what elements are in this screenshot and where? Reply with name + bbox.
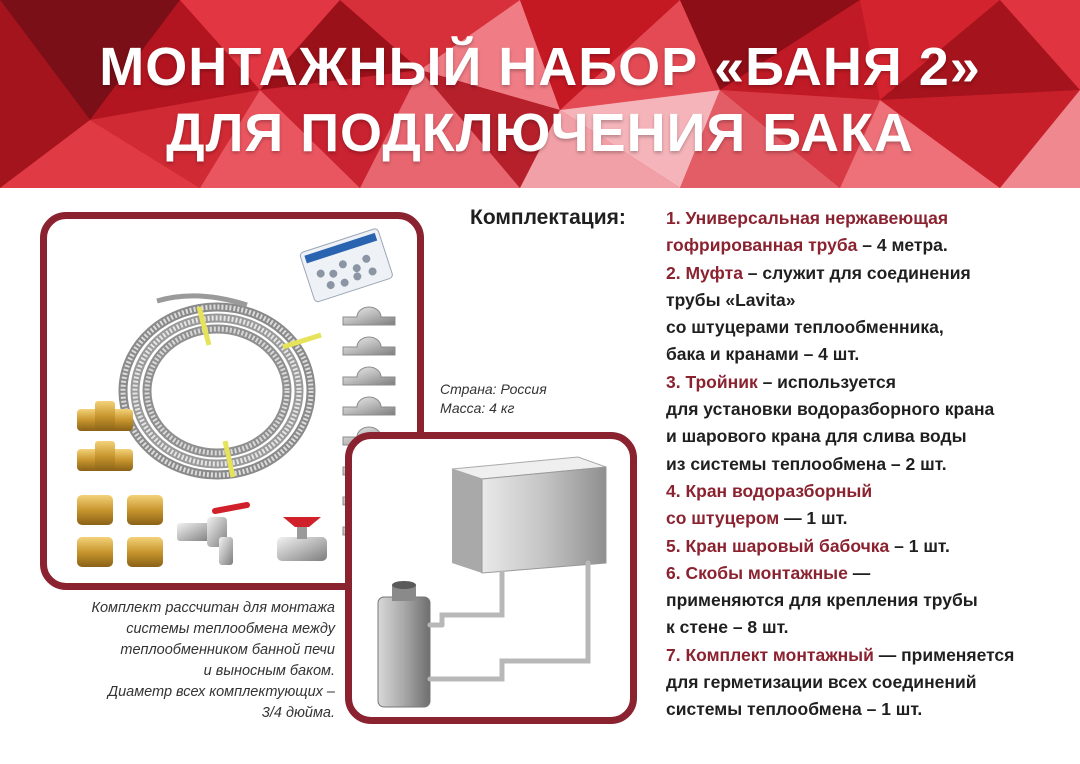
country-text: Страна: Россия xyxy=(440,381,547,397)
package-item-name: 2. Муфта xyxy=(666,262,743,283)
ball-valve-icon xyxy=(277,517,327,561)
heat-exchanger-icon xyxy=(378,581,430,707)
water-tap-icon xyxy=(177,505,247,565)
package-line xyxy=(666,451,1076,478)
title-line-2: ДЛЯ ПОДКЛЮЧЕНИЯ БАКА xyxy=(166,103,914,163)
package-line xyxy=(666,369,1076,396)
package-item-text: из системы теплообмена – 2 шт. xyxy=(666,453,947,474)
product-meta xyxy=(440,380,547,418)
package-line xyxy=(666,396,1076,423)
hardware-bag-icon xyxy=(299,228,393,303)
package-item-text: бака и кранами – 4 шт. xyxy=(666,344,860,365)
package-line xyxy=(666,287,1076,314)
package-line xyxy=(666,614,1076,641)
system-diagram-frame xyxy=(345,432,637,724)
package-item-text: — xyxy=(847,562,871,583)
tank-icon xyxy=(452,457,606,573)
tee-fitting-icon xyxy=(77,401,133,471)
package-line xyxy=(666,205,1076,232)
package-item-text: и шарового крана для слива воды xyxy=(666,426,967,447)
package-line xyxy=(666,423,1076,450)
package-item-text: – служит для соединения xyxy=(742,262,971,283)
package-item-text: – используется xyxy=(757,371,896,392)
weight-text: Масса: 4 кг xyxy=(440,400,515,416)
package-line xyxy=(666,341,1076,368)
package-item-text: – 4 метра. xyxy=(857,235,948,256)
corrugated-hose-icon xyxy=(123,296,321,477)
package-item-text: для герметизации всех соединений xyxy=(666,672,977,693)
title-line-1: МОНТАЖНЫЙ НАБОР «БАНЯ 2» xyxy=(99,37,981,97)
package-item-name: со штуцером xyxy=(666,508,780,529)
package-item-name: 5. Кран шаровый бабочка xyxy=(666,535,890,556)
package-item-name: 6. Скобы монтажные xyxy=(666,562,848,583)
coupling-icon xyxy=(77,495,163,567)
package-line xyxy=(666,696,1076,723)
package-item-text: со штуцерами теплообменника, xyxy=(666,317,944,338)
package-item-name: 3. Тройник xyxy=(666,371,758,392)
package-item-text: трубы «Lavita» xyxy=(666,289,796,310)
package-item-name: 7. Комплект монтажный xyxy=(666,644,874,665)
package-line xyxy=(666,533,1076,560)
note-line: 3/4 дюйма. xyxy=(261,705,335,721)
note-line: и выносным баком. xyxy=(203,663,335,679)
pipe-icon xyxy=(430,563,588,679)
note-line: Диаметр всех комплектующих – xyxy=(107,684,335,700)
package-line xyxy=(666,587,1076,614)
package-item-text: к стене – 8 шт. xyxy=(666,617,789,638)
package-list xyxy=(666,205,1076,724)
note-line: Комплект рассчитан для монтажа xyxy=(91,600,335,616)
package-item-name: гофрированная труба xyxy=(666,235,858,256)
package-item-text: для установки водоразборного крана xyxy=(666,399,995,420)
package-item-name: 4. Кран водоразборный xyxy=(666,480,873,501)
package-line xyxy=(666,560,1076,587)
package-heading: Комплектация: xyxy=(470,206,626,229)
package-line xyxy=(666,260,1076,287)
package-item-text: — 1 шт. xyxy=(779,508,848,529)
note-line: теплообменником банной печи xyxy=(120,642,335,658)
title-banner xyxy=(0,0,1080,188)
note-line: системы теплообмена между xyxy=(126,621,335,637)
package-item-text: системы теплообмена – 1 шт. xyxy=(666,699,923,720)
package-item-name: 1. Универсальная нержавеющая xyxy=(666,208,949,228)
package-line xyxy=(666,505,1076,532)
package-line xyxy=(666,478,1076,505)
package-item-text: – 1 шт. xyxy=(889,535,950,556)
package-line xyxy=(666,314,1076,341)
package-line xyxy=(666,642,1076,669)
system-diagram xyxy=(352,439,630,717)
kit-note xyxy=(30,598,335,724)
package-item-text: — применяется xyxy=(873,644,1015,665)
package-line xyxy=(666,232,1076,259)
package-line xyxy=(666,669,1076,696)
package-item-text: применяются для крепления трубы xyxy=(666,590,978,611)
